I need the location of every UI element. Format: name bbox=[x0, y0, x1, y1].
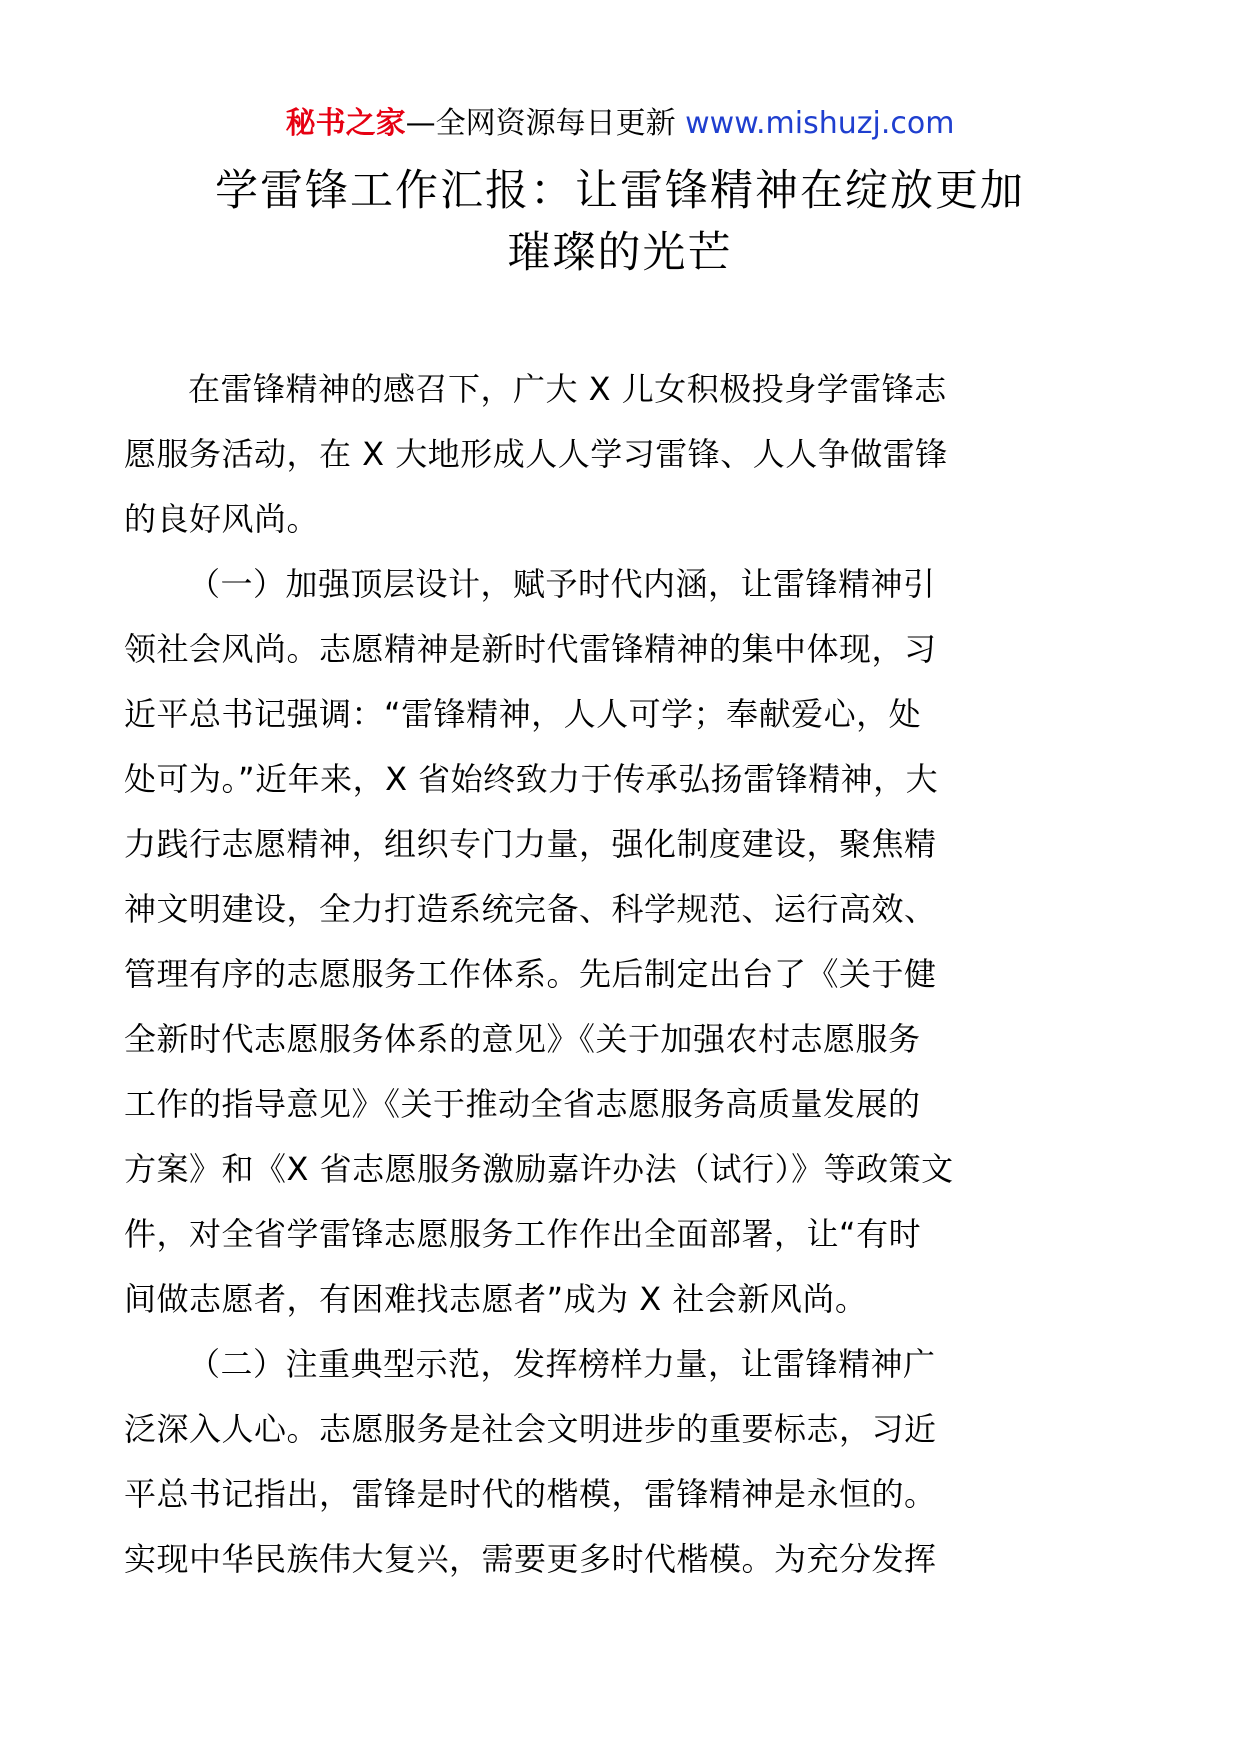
paragraph-line: 方案》和《X 省志愿服务激励嘉许办法（试行）》等政策文 bbox=[124, 1150, 954, 1188]
paragraph-line: 工作的指导意见》《关于推动全省志愿服务高质量发展的 bbox=[124, 1085, 921, 1123]
paragraph-line: 平总书记指出，雷锋是时代的楷模，雷锋精神是永恒的。 bbox=[124, 1475, 937, 1513]
title-line-1: 学雷锋工作汇报：让雷锋精神在绽放更加 bbox=[215, 166, 1025, 216]
document-body bbox=[124, 357, 1058, 1592]
paragraph-line: 间做志愿者，有困难找志愿者”成为 X 社会新风尚。 bbox=[124, 1280, 868, 1318]
document-title bbox=[150, 160, 1090, 284]
title-line-2: 璀璨的光芒 bbox=[507, 228, 733, 278]
paragraph-line: 力践行志愿精神，组织专门力量，强化制度建设，聚焦精 bbox=[124, 825, 937, 863]
paragraph-line: （二）注重典型示范，发挥榜样力量，让雷锋精神广 bbox=[188, 1345, 936, 1383]
site-url-link[interactable]: www.mishuzj.com bbox=[685, 106, 955, 141]
paragraph-line: 的良好风尚。 bbox=[124, 500, 320, 538]
paragraph-section-2 bbox=[124, 1332, 1058, 1592]
paragraph-line: 管理有序的志愿服务工作体系。先后制定出台了《关于健 bbox=[124, 955, 937, 993]
paragraph-section-1 bbox=[124, 552, 1058, 1332]
paragraph-line: 泛深入人心。志愿服务是社会文明进步的重要标志，习近 bbox=[124, 1410, 937, 1448]
paragraph-line: 处可为。”近年来，X 省始终致力于传承弘扬雷锋精神，大 bbox=[124, 760, 939, 798]
paragraph-line: （一）加强顶层设计，赋予时代内涵，让雷锋精神引 bbox=[188, 565, 936, 603]
paragraph-line: 件，对全省学雷锋志愿服务工作作出全面部署，让“有时 bbox=[124, 1215, 922, 1253]
paragraph-line: 全新时代志愿服务体系的意见》《关于加强农村志愿服务 bbox=[124, 1020, 921, 1058]
header-tagline: —全网资源每日更新 bbox=[405, 106, 676, 141]
paragraph-line: 愿服务活动，在 X 大地形成人人学习雷锋、人人争做雷锋 bbox=[124, 435, 948, 473]
paragraph-line: 近平总书记强调：“雷锋精神，人人可学；奉献爱心，处 bbox=[124, 695, 922, 733]
paragraph-line: 在雷锋精神的感召下，广大 X 儿女积极投身学雷锋志 bbox=[188, 370, 947, 408]
paragraph-line: 神文明建设，全力打造系统完备、科学规范、运行高效、 bbox=[124, 890, 937, 928]
brand-name: 秘书之家 bbox=[285, 106, 406, 141]
site-header bbox=[0, 102, 1240, 146]
paragraph-intro bbox=[124, 357, 1058, 552]
paragraph-line: 实现中华民族伟大复兴，需要更多时代楷模。为充分发挥 bbox=[124, 1540, 937, 1578]
paragraph-line: 领社会风尚。志愿精神是新时代雷锋精神的集中体现，习 bbox=[124, 630, 937, 668]
